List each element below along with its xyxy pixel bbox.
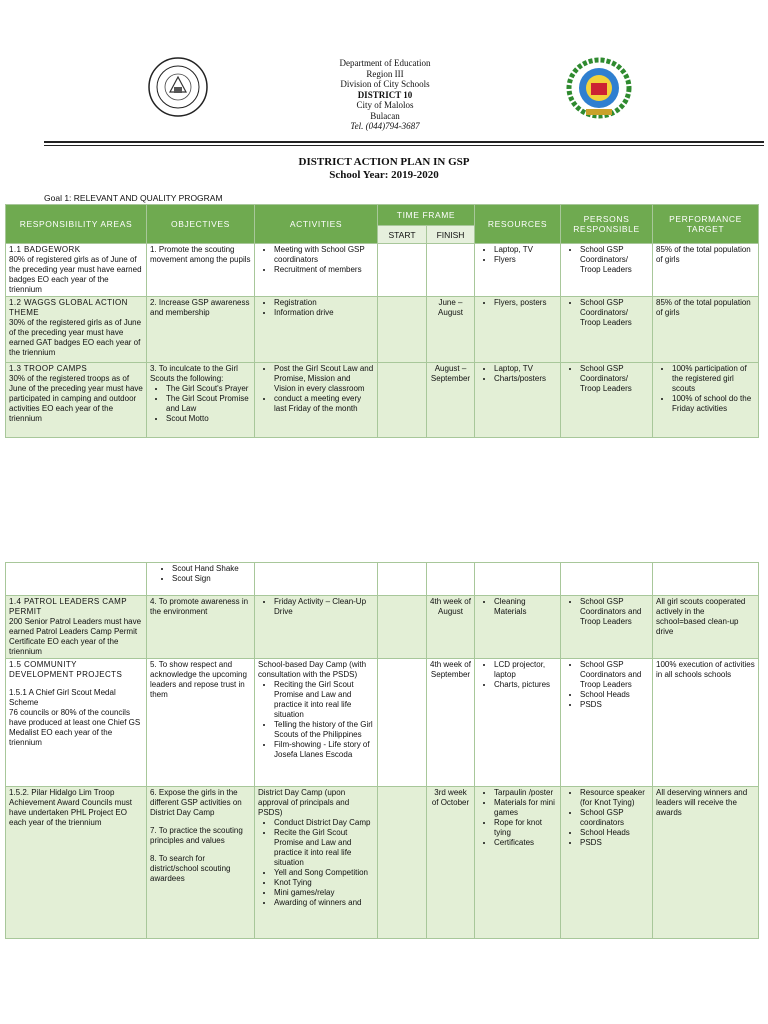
start-cell [378, 659, 427, 787]
start-cell [378, 787, 427, 939]
activities-cell [255, 659, 378, 787]
province: Bulacan [370, 110, 400, 121]
list-item: • Charts, pictures [494, 680, 557, 690]
table-row [6, 596, 759, 659]
list-item: • Flyers [494, 255, 557, 265]
activity-intro: School-based Day Camp (with consultation with the PSDS) [258, 660, 367, 679]
start-cell [378, 363, 427, 438]
list-item: • conduct a meeting every last Friday of the month [274, 394, 374, 414]
resources-cell [475, 563, 561, 596]
finish-cell: 4th week of August [427, 596, 475, 659]
persons-cell [561, 787, 653, 939]
list-item: • Knot Tying [274, 878, 374, 888]
table-row [6, 659, 759, 787]
list-item: • Charts/posters [494, 374, 557, 384]
plan-title: DISTRICT ACTION PLAN IN GSP [298, 156, 470, 168]
activities-cell [255, 563, 378, 596]
finish-cell: June – August [427, 297, 475, 363]
list-item: • Reciting the Girl Scout Promise and Law and practice it into real life situation [274, 680, 374, 720]
list-item: • Conduct District Day Camp [274, 818, 374, 828]
list-item: • Rope for knot tying [494, 818, 557, 838]
letterhead [0, 0, 768, 140]
objective-cell [147, 787, 255, 939]
objective-text: 3. To inculcate to the Girl Scouts the following: [150, 364, 238, 383]
area-cell [6, 659, 147, 787]
area-cell [6, 244, 147, 297]
col-areas: RESPONSIBILITY AREAS [6, 205, 147, 244]
list-item: • Awarding of winners and [274, 898, 374, 908]
header-row [6, 205, 759, 226]
list-item: • Registration [274, 298, 374, 308]
target-cell: 100% execution of activities in all schools schools [653, 659, 759, 787]
target-cell: All deserving winners and leaders will receive the awards [653, 787, 759, 939]
list-item: • School Heads [580, 828, 649, 838]
list-item: • Laptop, TV [494, 245, 557, 255]
objective-text: 8. To search for district/school scouting awardees [150, 854, 231, 883]
list-item: • 100% of school do the Friday activities [672, 394, 755, 414]
list-item: • Film-showing - Life story of Josefa Llanes Escoda [274, 740, 374, 760]
persons-cell [561, 659, 653, 787]
list-item: • Meeting with School GSP coordinators [274, 245, 374, 265]
finish-cell: 4th week of September [427, 659, 475, 787]
objective-cell: 4. To promote awareness in the environment [147, 596, 255, 659]
area-text: 76 councils or 80% of the councils have produced at least one Chief GS Medalist EO each year of the triennium [9, 708, 141, 747]
list-item: • Scout Motto [166, 414, 251, 424]
list-item: • Tarpaulin /poster [494, 788, 557, 798]
district-logo-icon [566, 57, 632, 119]
table-row [6, 244, 759, 297]
col-start: START [378, 226, 427, 244]
col-activities: ACTIVITIES [255, 205, 378, 244]
header-rule [44, 141, 764, 143]
col-timeframe: TIME FRAME [378, 205, 475, 226]
list-item: • School GSP Coordinators and Troop Leaders [580, 597, 649, 627]
list-item: • School GSP Coordinators/ Troop Leaders [580, 245, 649, 275]
list-item: • Flyers, posters [494, 298, 557, 308]
target-cell: 85% of the total population of girls [653, 297, 759, 363]
area-text: 30% of the registered girls as of June of the preceding year must have earned GAT badges EO each year of the triennium [9, 318, 142, 357]
list-item: • Post the Girl Scout Law and Promise, Mission and Vision in every classroom [274, 364, 374, 394]
list-item: • PSDS [580, 700, 649, 710]
list-item: • Materials for mini games [494, 798, 557, 818]
list-item: • School GSP Coordinators and Troop Leaders [580, 660, 649, 690]
resources-cell [475, 596, 561, 659]
letterhead-text [250, 58, 520, 132]
start-cell [378, 596, 427, 659]
persons-cell [561, 363, 653, 438]
area-cell [6, 596, 147, 659]
area-text: 80% of registered girls as of June of the preceding year must have earned badges EO each year of the triennium [9, 255, 142, 294]
area-text: 30% of the registered troops as of June of the preceding year must have participated in camping and outdoor activities EO each year of the triennium [9, 374, 143, 423]
activities-cell [255, 244, 378, 297]
objective-cell: 2. Increase GSP awareness and membership [147, 297, 255, 363]
list-item: • Laptop, TV [494, 364, 557, 374]
deped-seal-icon [148, 57, 208, 117]
target-cell [653, 363, 759, 438]
action-plan-table [5, 204, 759, 438]
objective-cell: 5. To show respect and acknowledge the upcoming leaders and repose trust in them [147, 659, 255, 787]
school-year: School Year: 2019-2020 [329, 169, 439, 181]
col-target: PERFORMANCE TARGET [653, 205, 759, 244]
list-item: • School GSP coordinators [580, 808, 649, 828]
table-row [6, 363, 759, 438]
area-cell [6, 563, 147, 596]
objective-cell: 1. Promote the scouting movement among the pupils [147, 244, 255, 297]
start-cell [378, 244, 427, 297]
resources-cell [475, 297, 561, 363]
start-cell [378, 297, 427, 363]
list-item: • Friday Activity – Clean-Up Drive [274, 597, 374, 617]
region: Region III [366, 68, 404, 79]
list-item: • PSDS [580, 838, 649, 848]
objective-text: 6. Expose the girls in the different GSP activities on District Day Camp [150, 788, 242, 817]
target-cell [653, 563, 759, 596]
col-resources: RESOURCES [475, 205, 561, 244]
col-persons: PERSONS RESPONSIBLE [561, 205, 653, 244]
list-item: • School GSP Coordinators/ Troop Leaders [580, 298, 649, 328]
list-item: • Cleaning Materials [494, 597, 557, 617]
persons-cell [561, 297, 653, 363]
table-row [6, 563, 759, 596]
objective-text: 7. To practice the scouting principles and values [150, 826, 243, 845]
list-item: • Information drive [274, 308, 374, 318]
list-item: • Certificates [494, 838, 557, 848]
area-cell [6, 363, 147, 438]
list-item: • The Girl Scout Promise and Law [166, 394, 251, 414]
goal-label: Goal 1: RELEVANT AND QUALITY PROGRAM [44, 193, 223, 203]
action-plan-table-page2 [5, 562, 759, 939]
list-item: • School GSP Coordinators/ Troop Leaders [580, 364, 649, 394]
list-item: • Recite the Girl Scout Promise and Law and practice it into real life situation [274, 828, 374, 868]
resources-cell [475, 363, 561, 438]
document-title [0, 156, 768, 182]
persons-cell [561, 596, 653, 659]
objective-cell [147, 363, 255, 438]
target-cell: 85% of the total population of girls [653, 244, 759, 297]
col-finish: FINISH [427, 226, 475, 244]
resources-cell [475, 244, 561, 297]
resources-cell [475, 659, 561, 787]
finish-cell [427, 244, 475, 297]
division: Division of City Schools [340, 79, 430, 89]
area-heading: 1.3 TROOP CAMPS [9, 364, 88, 373]
header-rule-thin [44, 145, 764, 146]
activities-cell [255, 596, 378, 659]
list-item: • The Girl Scout's Prayer [166, 384, 251, 394]
telephone: Tel. (044)794-3687 [350, 121, 420, 131]
list-item: • Mini games/relay [274, 888, 374, 898]
list-item: • Scout Sign [172, 574, 251, 584]
activities-cell [255, 363, 378, 438]
city: City of Malolos [356, 100, 414, 110]
persons-cell [561, 563, 653, 596]
finish-cell: August – September [427, 363, 475, 438]
list-item: • School Heads [580, 690, 649, 700]
finish-cell [427, 563, 475, 596]
activities-cell [255, 297, 378, 363]
dept-name: Department of Education [339, 58, 431, 68]
persons-cell [561, 244, 653, 297]
area-cell: 1.5.2. Pilar Hidalgo Lim Troop Achievement Award Councils must have undertaken PHL Project EO each year of the triennium [6, 787, 147, 939]
list-item: • LCD projector, laptop [494, 660, 557, 680]
list-item: • Scout Hand Shake [172, 564, 251, 574]
area-subheading: 1.5.1 A Chief Girl Scout Medal Scheme [9, 688, 116, 707]
list-item: • Recruitment of members [274, 265, 374, 275]
target-cell: All girl scouts cooperated actively in the school=based clean-up drive [653, 596, 759, 659]
activity-intro: District Day Camp (upon approval of principals and PSDS) [258, 788, 350, 817]
table-row [6, 787, 759, 939]
area-heading: 1.1 BADGEWORK [9, 245, 81, 254]
resources-cell [475, 787, 561, 939]
table-row [6, 297, 759, 363]
list-item: • Telling the history of the Girl Scouts of the Philippines [274, 720, 374, 740]
area-heading: 1.2 WAGGS GLOBAL ACTION THEME [9, 298, 128, 317]
area-heading: 1.4 PATROL LEADERS CAMP PERMIT [9, 597, 127, 616]
list-item: • Resource speaker (for Knot Tying) [580, 788, 649, 808]
area-heading: 1.5 COMMUNITY DEVELOPMENT PROJECTS [9, 660, 123, 679]
district: DISTRICT 10 [357, 89, 413, 100]
list-item: • Yell and Song Competition [274, 868, 374, 878]
start-cell [378, 563, 427, 596]
area-text: 200 Senior Patrol Leaders must have earned Patrol Leaders Camp Permit Certificate EO each year of the triennium [9, 617, 142, 656]
objective-cell [147, 563, 255, 596]
list-item: • 100% participation of the registered girl scouts [672, 364, 755, 394]
activities-cell [255, 787, 378, 939]
finish-cell: 3rd week of October [427, 787, 475, 939]
area-cell [6, 297, 147, 363]
col-objectives: OBJECTIVES [147, 205, 255, 244]
